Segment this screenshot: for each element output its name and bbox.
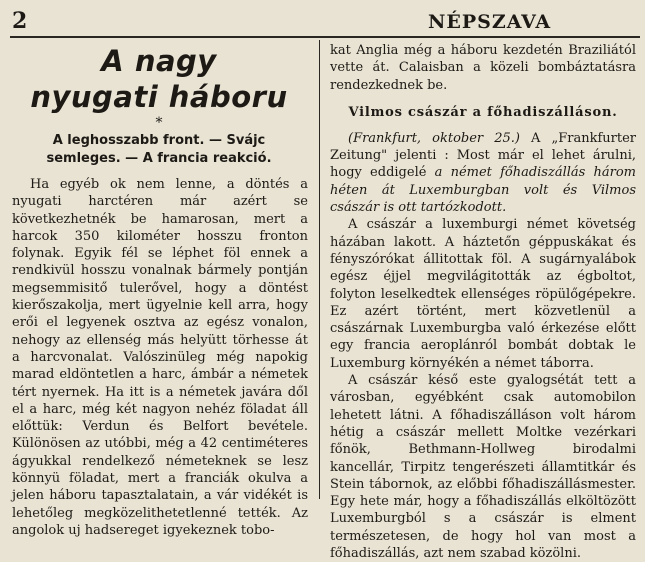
title-separator: * <box>155 115 163 131</box>
paragraph-2: A császár a luxemburgi német követség házában lakott. A háztetőn géppuskákat és fényszórókat állitottak föl. A sugárnyalábok egész éjjel megvilágitották az égboltot, folyton leselkedtek ellenséges röpülőgépekre. Ez azért történt, mert közvetlenül a császárnak Luxemburgba való érkezése előtt egy francia aeroplánról bombát dobtak le Luxemburg környékén a német táborra. <box>330 217 636 371</box>
article-title-line-2: nyugati háboru <box>30 80 288 114</box>
paragraph-1 <box>330 130 636 216</box>
continuation-text: kat Anglia még a háboru kezdetén Braziliától vette át. Calaisban a közeli bombáztatásra rendezkednek be. <box>330 43 636 93</box>
paragraph-1-text: A „Frankfurter Zeitung" jelenti : Most már el lehet árulni, hogy eddigelé <box>330 130 636 181</box>
page-header <box>0 0 645 34</box>
page-number: 2 <box>12 8 28 34</box>
header-rule <box>10 36 640 38</box>
section-heading: Vilmos császár a főhadiszálláson. <box>348 104 618 120</box>
paragraph-3: A császár késő este gyalogsétát tett a városban, egyébként csak automobilon lehetett látni. A főhadiszálláson volt három hétig a császár mellett Moltke vezérkari főnök, Bethmann-Hollweg birodalmi kancellár, Tirpitz tengerészeti államtitkár és Stein tábornok, az előbbi főhadiszállásmester. Egy hete már, hogy a főhadiszállás elköltözött Luxemburgból s a császár is elment természetesen, de hogy hol van most a főhadiszállás, azt nem szabad közölni. <box>330 373 636 562</box>
dateline: (Frankfurt, oktober 25.) <box>348 130 520 146</box>
article-subhead: A leghosszabb front. — Svájc semleges. — A francia reakció. <box>46 133 272 166</box>
column-divider <box>319 40 320 499</box>
masthead: NÉPSZAVA <box>428 11 552 33</box>
paragraph-1-italic: a német főhadiszállás három héten át Luxemburgban volt és Vilmos császár is ott tartózkodott. <box>330 165 637 216</box>
left-column <box>6 42 312 539</box>
article-body: Ha egyéb ok nem lenne, a döntés a nyugati harctéren már azért se következhetnék be hamarosan, mert a harcok 350 kilométer hosszu fronton folynak. Egyik fél se léphet föl ennek a rendkivül hosszu vonalnak bármely pontján megsemmisitő tulerővel, hogy a döntést kierőszakolja, mert ügyelnie kell arra, hogy erői el legyenek osztva az egész vonalon, nehogy az ellenség más helyütt törhesse át a harcvonalat. Valószinüleg még napokig marad eldöntetlen a harc, ámbár a németek tért nyernek. Ha itt is a németek javára dől el a harc, még két nagyon nehéz föladat áll előttük: Verdun és Belfort bevétele. Különösen az utóbbi, még a 42 centiméteres ágyukkal rendelkező németeknek se lesz könnyü föladat, mert a franciák okulva a jelen háboru tapasztalatain, a vár vidékét is lehetőleg megközelithetetlenné tették. Az angolok uj hadsereget igyekeznek tobo- <box>12 177 308 538</box>
right-column <box>330 42 636 562</box>
article-title-line-1: A nagy <box>101 44 217 78</box>
